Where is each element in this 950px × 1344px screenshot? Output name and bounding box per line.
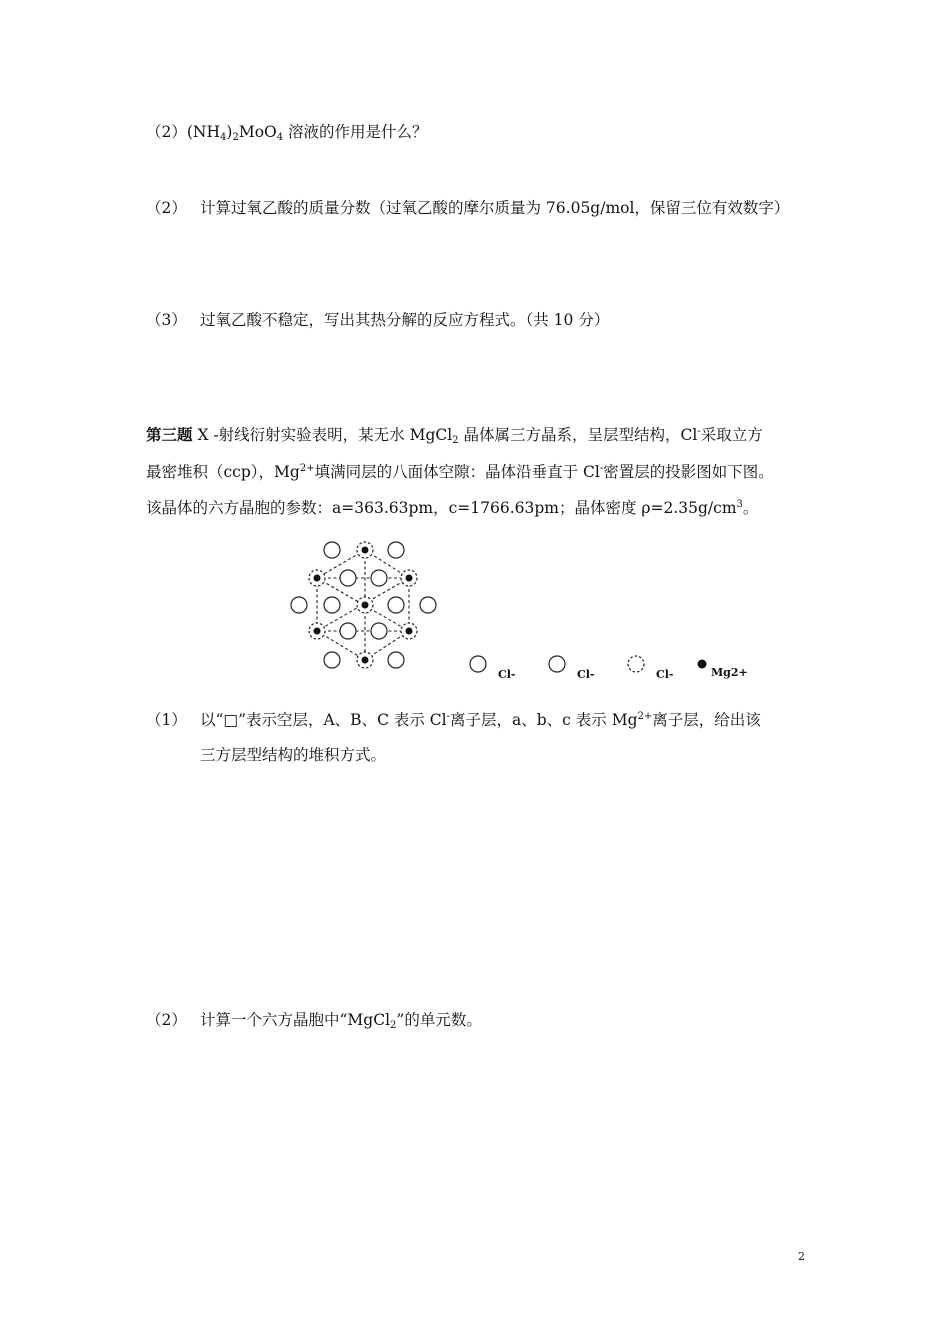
mg-ion	[314, 628, 321, 635]
legend-label: Cl-	[498, 668, 516, 681]
question-2-molybdate: $(2)(NH_4)_2MoO_4$ 溶液的作用是什么？	[146, 123, 428, 143]
legend-dashed-circle-icon	[628, 656, 644, 672]
mg-ion	[362, 547, 369, 554]
question-number: （2）	[146, 123, 187, 141]
section-title: 第三题	[146, 425, 193, 444]
page-number: 2	[798, 1250, 805, 1263]
cl-ion-solid	[340, 623, 356, 639]
question-number: （2）	[146, 199, 187, 217]
question-number: （1）	[146, 711, 187, 729]
cl-ion-solid	[420, 597, 436, 613]
section-3-line-3: 该晶体的六方晶胞的参数：a=363.63pm，c=1766.63pm；晶体密度 $\rho=2.35g/cm^3$。	[146, 499, 759, 517]
sub-question-1-line-2: 三方层型结构的堆积方式。	[200, 746, 387, 764]
cl-ion-solid	[388, 542, 404, 558]
section-3-line-2: 最密堆积（ccp），$Mg^{2+}$填满同层的八面体空隙：晶体沿垂直于 Cl-密置层的投影图如下图。	[146, 463, 774, 481]
question-2-calc: （2） 计算过氧乙酸的质量分数（过氧乙酸的摩尔质量为 76.05g/mol，保留三位有效数字）	[146, 199, 790, 217]
question-number: （3）	[146, 311, 187, 329]
cl-ion-solid	[371, 623, 387, 639]
question-3: （3） 过氧乙酸不稳定，写出其热分解的反应方程式。（共 10 分）	[146, 311, 610, 329]
legend-label: Mg2+	[711, 666, 748, 679]
cl-ion-solid	[340, 570, 356, 586]
section-3-line-1: 第三题 X -射线衍射实验表明，某无水 MgCl$_2$ 晶体属三方晶系，呈层型结构，Cl-采取立方	[146, 425, 763, 446]
cl-ion-solid	[291, 597, 307, 613]
cl-ion-solid	[371, 570, 387, 586]
mg-ion	[406, 628, 413, 635]
legend-filled-dot-icon	[698, 660, 707, 669]
sub-question-2: （2） 计算一个六方晶胞中“MgCl$_2$”的单元数。	[146, 1011, 482, 1031]
legend-open-circle-icon	[549, 656, 565, 672]
mg-ion	[362, 657, 369, 664]
cl-ion-solid	[388, 597, 404, 613]
diagram-legend	[460, 650, 760, 690]
legend-label: Cl-	[656, 668, 674, 681]
mg-ion	[314, 575, 321, 582]
cl-ion-solid	[324, 542, 340, 558]
cl-ion-solid	[324, 652, 340, 668]
legend-open-circle-icon	[470, 656, 486, 672]
legend-label: Cl-	[577, 668, 595, 681]
cl-ion-solid	[388, 652, 404, 668]
mg-ion	[362, 602, 369, 609]
question-number: （2）	[146, 1011, 187, 1029]
mg-ion	[406, 575, 413, 582]
cl-ion-solid	[324, 597, 340, 613]
crystal-projection-diagram	[286, 536, 446, 676]
sub-question-1-line-1: （1） 以“□”表示空层，A、B、C 表示 Cl-离子层，a、b、c 表示 $Mg^{2+}$离子层，给出该	[146, 711, 761, 729]
